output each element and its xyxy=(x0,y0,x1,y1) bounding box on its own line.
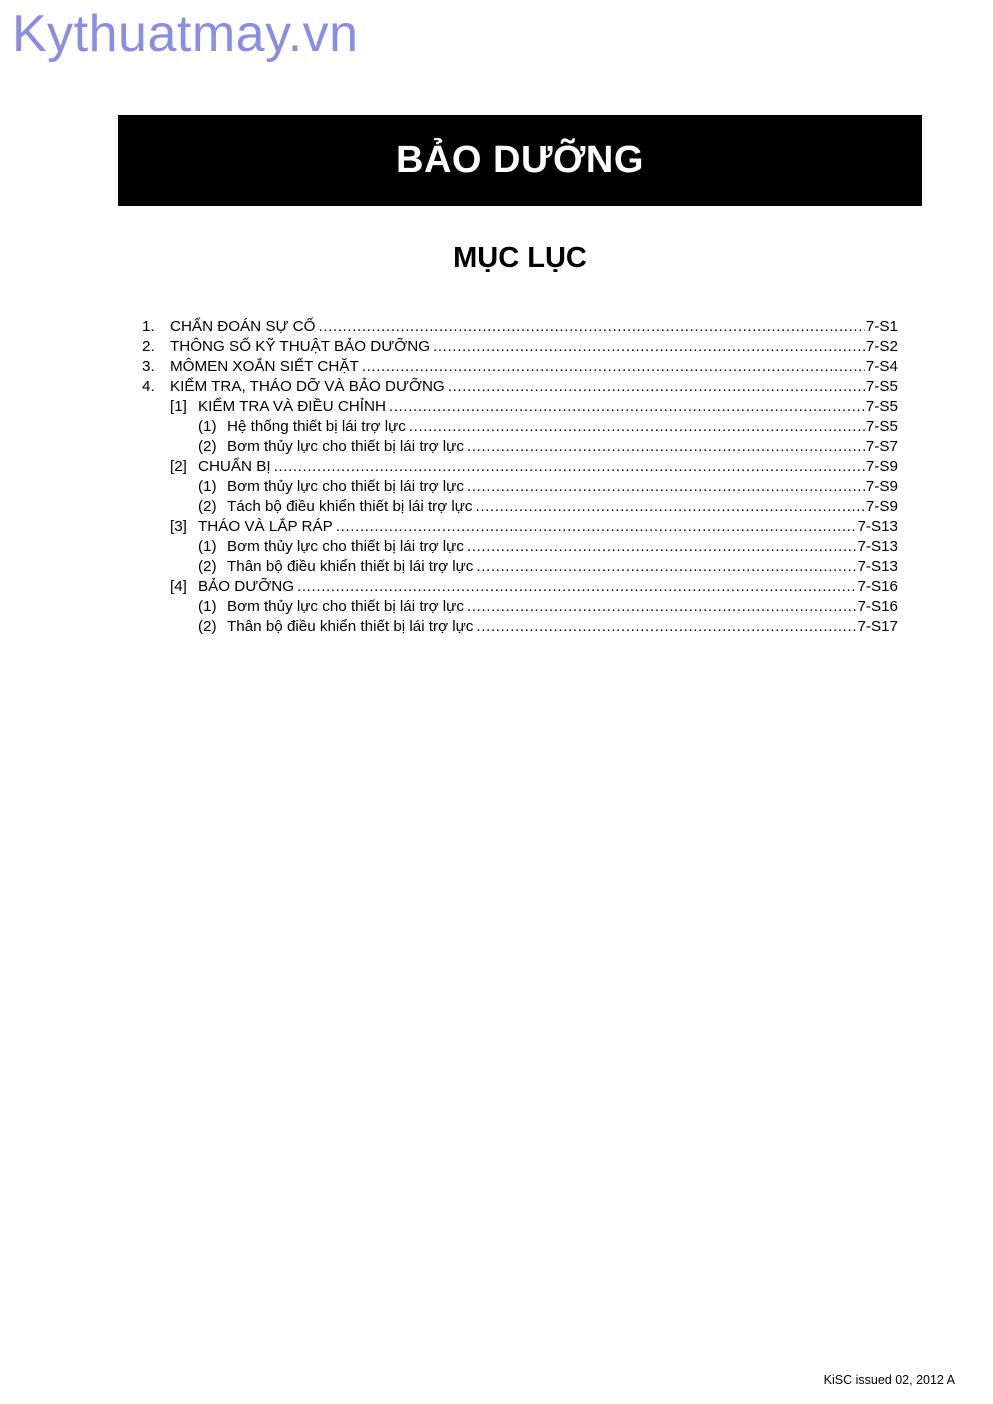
toc-entry-page: 7-S16 xyxy=(857,578,898,595)
toc-entry-number: 4. xyxy=(142,378,155,395)
toc-entry-page: 7-S13 xyxy=(857,518,898,535)
toc-entry-title: Thân bộ điều khiển thiết bị lái trợ lực xyxy=(227,618,474,635)
toc-entry-title: Bơm thủy lực cho thiết bị lái trợ lực xyxy=(227,598,464,615)
title-banner xyxy=(118,115,922,206)
toc-dot-leader xyxy=(362,357,865,377)
toc-entry-title: THÔNG SỐ KỸ THUẬT BẢO DƯỠNG xyxy=(170,338,431,355)
toc-entry-page: 7-S5 xyxy=(865,418,898,435)
toc-entry-number: 1. xyxy=(142,318,155,335)
toc-entry-page: 7-S13 xyxy=(857,538,898,555)
toc-dot-leader xyxy=(274,457,865,477)
toc-entry[interactable] xyxy=(142,557,898,577)
toc-entry-title: Hệ thống thiết bị lái trợ lực xyxy=(227,418,406,435)
toc-entry-title: Bơm thủy lực cho thiết bị lái trợ lực xyxy=(227,478,464,495)
toc-entry[interactable] xyxy=(142,457,898,477)
toc-entry-page: 7-S5 xyxy=(865,378,898,395)
toc-entry-number: [4] xyxy=(170,578,187,595)
toc-entry-number: (2) xyxy=(198,498,217,515)
toc-dot-leader xyxy=(336,517,857,537)
toc-entry-number: (1) xyxy=(198,418,217,435)
footer-issue-note: KiSC issued 02, 2012 A xyxy=(823,1373,955,1387)
toc-entry[interactable] xyxy=(142,357,898,377)
toc-entry-number: [1] xyxy=(170,398,187,415)
toc-entry-title: Thân bộ điều khiển thiết bị lái trợ lực xyxy=(227,558,474,575)
toc-entry-page: 7-S1 xyxy=(865,318,898,335)
toc-entry-page: 7-S9 xyxy=(865,478,898,495)
toc-entry-number: [3] xyxy=(170,518,187,535)
toc-dot-leader xyxy=(409,417,865,437)
toc-entry-title: KIỂM TRA VÀ ĐIỀU CHỈNH xyxy=(198,398,386,415)
toc-entry-number: 3. xyxy=(142,358,155,375)
toc-entry[interactable] xyxy=(142,517,898,537)
toc-dot-leader xyxy=(433,337,865,357)
toc-entry[interactable] xyxy=(142,537,898,557)
toc-entry-page: 7-S7 xyxy=(865,438,898,455)
toc-entry[interactable] xyxy=(142,397,898,417)
toc-entry-title: MÔMEN XOẮN SIẾT CHẶT xyxy=(170,358,359,375)
toc-entry-page: 7-S9 xyxy=(865,498,898,515)
toc-dot-leader xyxy=(448,377,865,397)
toc-entry[interactable] xyxy=(142,317,898,337)
toc-entry-page: 7-S4 xyxy=(865,358,898,375)
toc-heading: MỤC LỤC xyxy=(453,242,587,274)
watermark-logo: Kythuatmay.vn xyxy=(12,5,359,63)
toc-entry-title: Bơm thủy lực cho thiết bị lái trợ lực xyxy=(227,438,464,455)
toc-entry-page: 7-S16 xyxy=(857,598,898,615)
toc-dot-leader xyxy=(467,477,865,497)
toc-entry-number: (1) xyxy=(198,538,217,555)
toc-dot-leader xyxy=(297,577,856,597)
toc-entry[interactable] xyxy=(142,477,898,497)
toc-entry[interactable] xyxy=(142,597,898,617)
toc-dot-leader xyxy=(318,317,864,337)
toc-entry-number: (1) xyxy=(198,478,217,495)
toc-dot-leader xyxy=(476,557,856,577)
toc-entry-number: (2) xyxy=(198,558,217,575)
toc-dot-leader xyxy=(467,597,857,617)
toc-entry[interactable] xyxy=(142,417,898,437)
toc-entry-title: Bơm thủy lực cho thiết bị lái trợ lực xyxy=(227,538,464,555)
toc-entry-page: 7-S13 xyxy=(857,558,898,575)
toc-entry[interactable] xyxy=(142,497,898,517)
toc-entry[interactable] xyxy=(142,577,898,597)
toc-entry-title: CHUẨN BỊ xyxy=(198,458,271,475)
toc-entry-title: CHẨN ĐOÁN SỰ CỐ xyxy=(170,318,316,335)
toc-entry-number: (2) xyxy=(198,438,217,455)
toc-entry-number: 2. xyxy=(142,338,155,355)
toc-dot-leader xyxy=(476,617,856,637)
toc-entry-number: [2] xyxy=(170,458,187,475)
toc-entry-title: Tách bộ điều khiển thiết bị lái trợ lực xyxy=(227,498,473,515)
toc-entry[interactable] xyxy=(142,617,898,637)
table-of-contents xyxy=(142,317,898,637)
page-title: BẢO DƯỠNG xyxy=(396,139,644,181)
toc-entry-title: THÁO VÀ LẮP RÁP xyxy=(198,518,333,535)
toc-entry-page: 7-S17 xyxy=(857,618,898,635)
toc-dot-leader xyxy=(467,437,865,457)
toc-entry-title: BẢO DƯỠNG xyxy=(198,578,295,595)
toc-dot-leader xyxy=(389,397,865,417)
toc-entry[interactable] xyxy=(142,437,898,457)
toc-entry-number: (2) xyxy=(198,618,217,635)
toc-entry[interactable] xyxy=(142,337,898,357)
toc-entry[interactable] xyxy=(142,377,898,397)
toc-entry-page: 7-S9 xyxy=(865,458,898,475)
toc-entry-page: 7-S5 xyxy=(865,398,898,415)
toc-entry-page: 7-S2 xyxy=(865,338,898,355)
toc-dot-leader xyxy=(467,537,857,557)
toc-entry-title: KIỂM TRA, THÁO DỠ VÀ BẢO DƯỠNG xyxy=(170,378,445,395)
toc-dot-leader xyxy=(476,497,865,517)
toc-entry-number: (1) xyxy=(198,598,217,615)
